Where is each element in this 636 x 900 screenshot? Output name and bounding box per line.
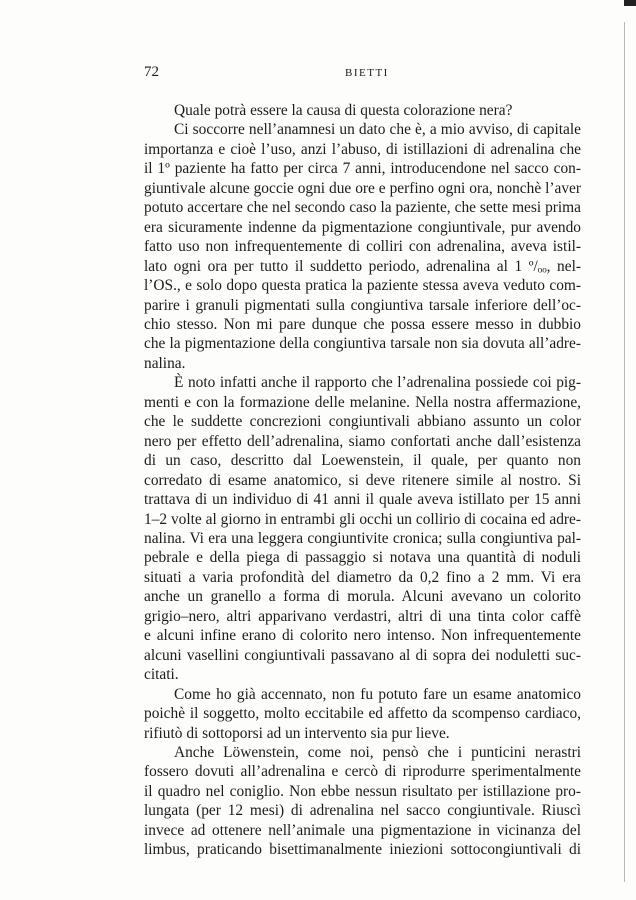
- text-line: lungata (per 12 mesi) di adrenalina nel sacco congiuntivale. Riuscì: [144, 802, 581, 820]
- text-line: nero per effetto dell’adrenalina, siamo confortati anche dall’esistenza: [144, 432, 581, 450]
- text-line: citati.: [144, 666, 179, 684]
- text-line: invece ad ottenere nell’animale una pigmentazione in vicinanza del: [144, 821, 581, 839]
- running-head: BIETTI: [345, 67, 389, 79]
- text-line: fatto uso non infrequentemente di colliri con adrenalina, aveva istil-: [144, 238, 581, 256]
- text-line: il 1º paziente ha fatto per circa 7 anni, introducendone nel sacco con-: [144, 160, 581, 178]
- text-line: parire i granuli pigmentati sulla congiuntiva tarsale inferiore dell’oc-: [144, 296, 581, 314]
- text-line: e alcuni infine erano di colorito nero intenso. Non infrequentemente: [144, 627, 581, 645]
- text-line: limbus, praticando bisettimanalmente iniezioni sottocongiuntivali di: [144, 841, 581, 859]
- text-line: anche un granello a forma di morula. Alcuni avevano un colorito: [144, 588, 581, 606]
- text-line: che la pigmentazione della congiuntiva tarsale non sia dovuta all’adre-: [144, 335, 581, 353]
- text-line: È noto infatti anche il rapporto che l’adrenalina possiede coi pig-: [174, 374, 581, 392]
- text-line: poichè il soggetto, molto eccitabile ed affetto da scompenso cardiaco,: [144, 705, 581, 723]
- text-line: menti e con la formazione delle melanine. Nella nostra affermazione,: [144, 393, 581, 411]
- text-line: rifiutò di sottoporsi ad un intervento sia pur lieve.: [144, 724, 450, 742]
- body-text: [144, 101, 581, 860]
- text-line: nalina. Vi era una leggera congiuntivite cronica; sulla congiuntiva pal-: [144, 529, 581, 547]
- corner-mark: [624, 0, 636, 6]
- text-line: l’OS., e solo dopo questa pratica la paziente stessa aveva veduto com-: [144, 277, 581, 295]
- text-line: di un caso, descritto dal Loewenstein, il quale, per quanto non: [144, 452, 581, 470]
- text-line: Anche Löwenstein, come noi, pensò che i punticini nerastri: [174, 743, 581, 761]
- text-line: Come ho già accennato, non fu potuto fare un esame anatomico: [174, 685, 581, 703]
- text-line: grigio–nero, altri apparivano verdastri, altri di una tinta color caffè: [144, 607, 581, 625]
- text-line: corredato di esame anatomico, si deve ritenere simile al nostro. Si: [144, 471, 581, 489]
- text-line: il quadro nel coniglio. Non ebbe nessun risultato per istillazione pro-: [144, 782, 581, 800]
- text-line: nalina.: [144, 354, 186, 372]
- text-line: 1–2 volte al giorno in entrambi gli occhi un collirio di cocaina ed adre-: [144, 510, 581, 528]
- text-line: Quale potrà essere la causa di questa colorazione nera?: [174, 102, 513, 119]
- text-line: potuto accertare che nel secondo caso la paziente, che sette mesi prima: [144, 199, 581, 217]
- text-line: Ci soccorre nell’anamnesi un dato che è, a mio avviso, di capitale: [174, 121, 581, 139]
- text-line: che le suddette concrezioni congiuntivali abbiano assunto un color: [144, 413, 581, 431]
- page-number: 72: [144, 64, 159, 80]
- text-line: lato ogni ora per tutto il suddetto periodo, adrenalina al 1 º/ₒₒ, nel-: [144, 257, 581, 275]
- text-line: trattava di un individuo di 41 anni il quale aveva istillato per 15 anni: [144, 491, 581, 509]
- text-line: chio stesso. Non mi pare dunque che possa essere messo in dubbio: [144, 315, 581, 333]
- text-line: era sicuramente indenne da pigmentazione congiuntivale, pur avendo: [144, 218, 581, 236]
- text-line: giuntivale alcune goccie ogni due ore e perfino ogni ora, nonchè l’aver: [144, 179, 581, 197]
- text-line: fossero dovuti all’adrenalina e cercò di riprodurre sperimentalmente: [144, 763, 581, 781]
- text-line: situati a varia profondità del diametro da 0,2 fino a 2 mm. Vi era: [144, 568, 581, 586]
- text-line: pebrale e della piega di passaggio si notava una quantità di noduli: [144, 549, 581, 567]
- text-line: importanza e cioè l’uso, anzi l’abuso, di istillazioni di adrenalina che: [144, 140, 581, 158]
- page-edge-line: [624, 22, 625, 882]
- text-line: alcuni vasellini congiuntivali passavano al di sopra dei noduletti suc-: [144, 646, 581, 664]
